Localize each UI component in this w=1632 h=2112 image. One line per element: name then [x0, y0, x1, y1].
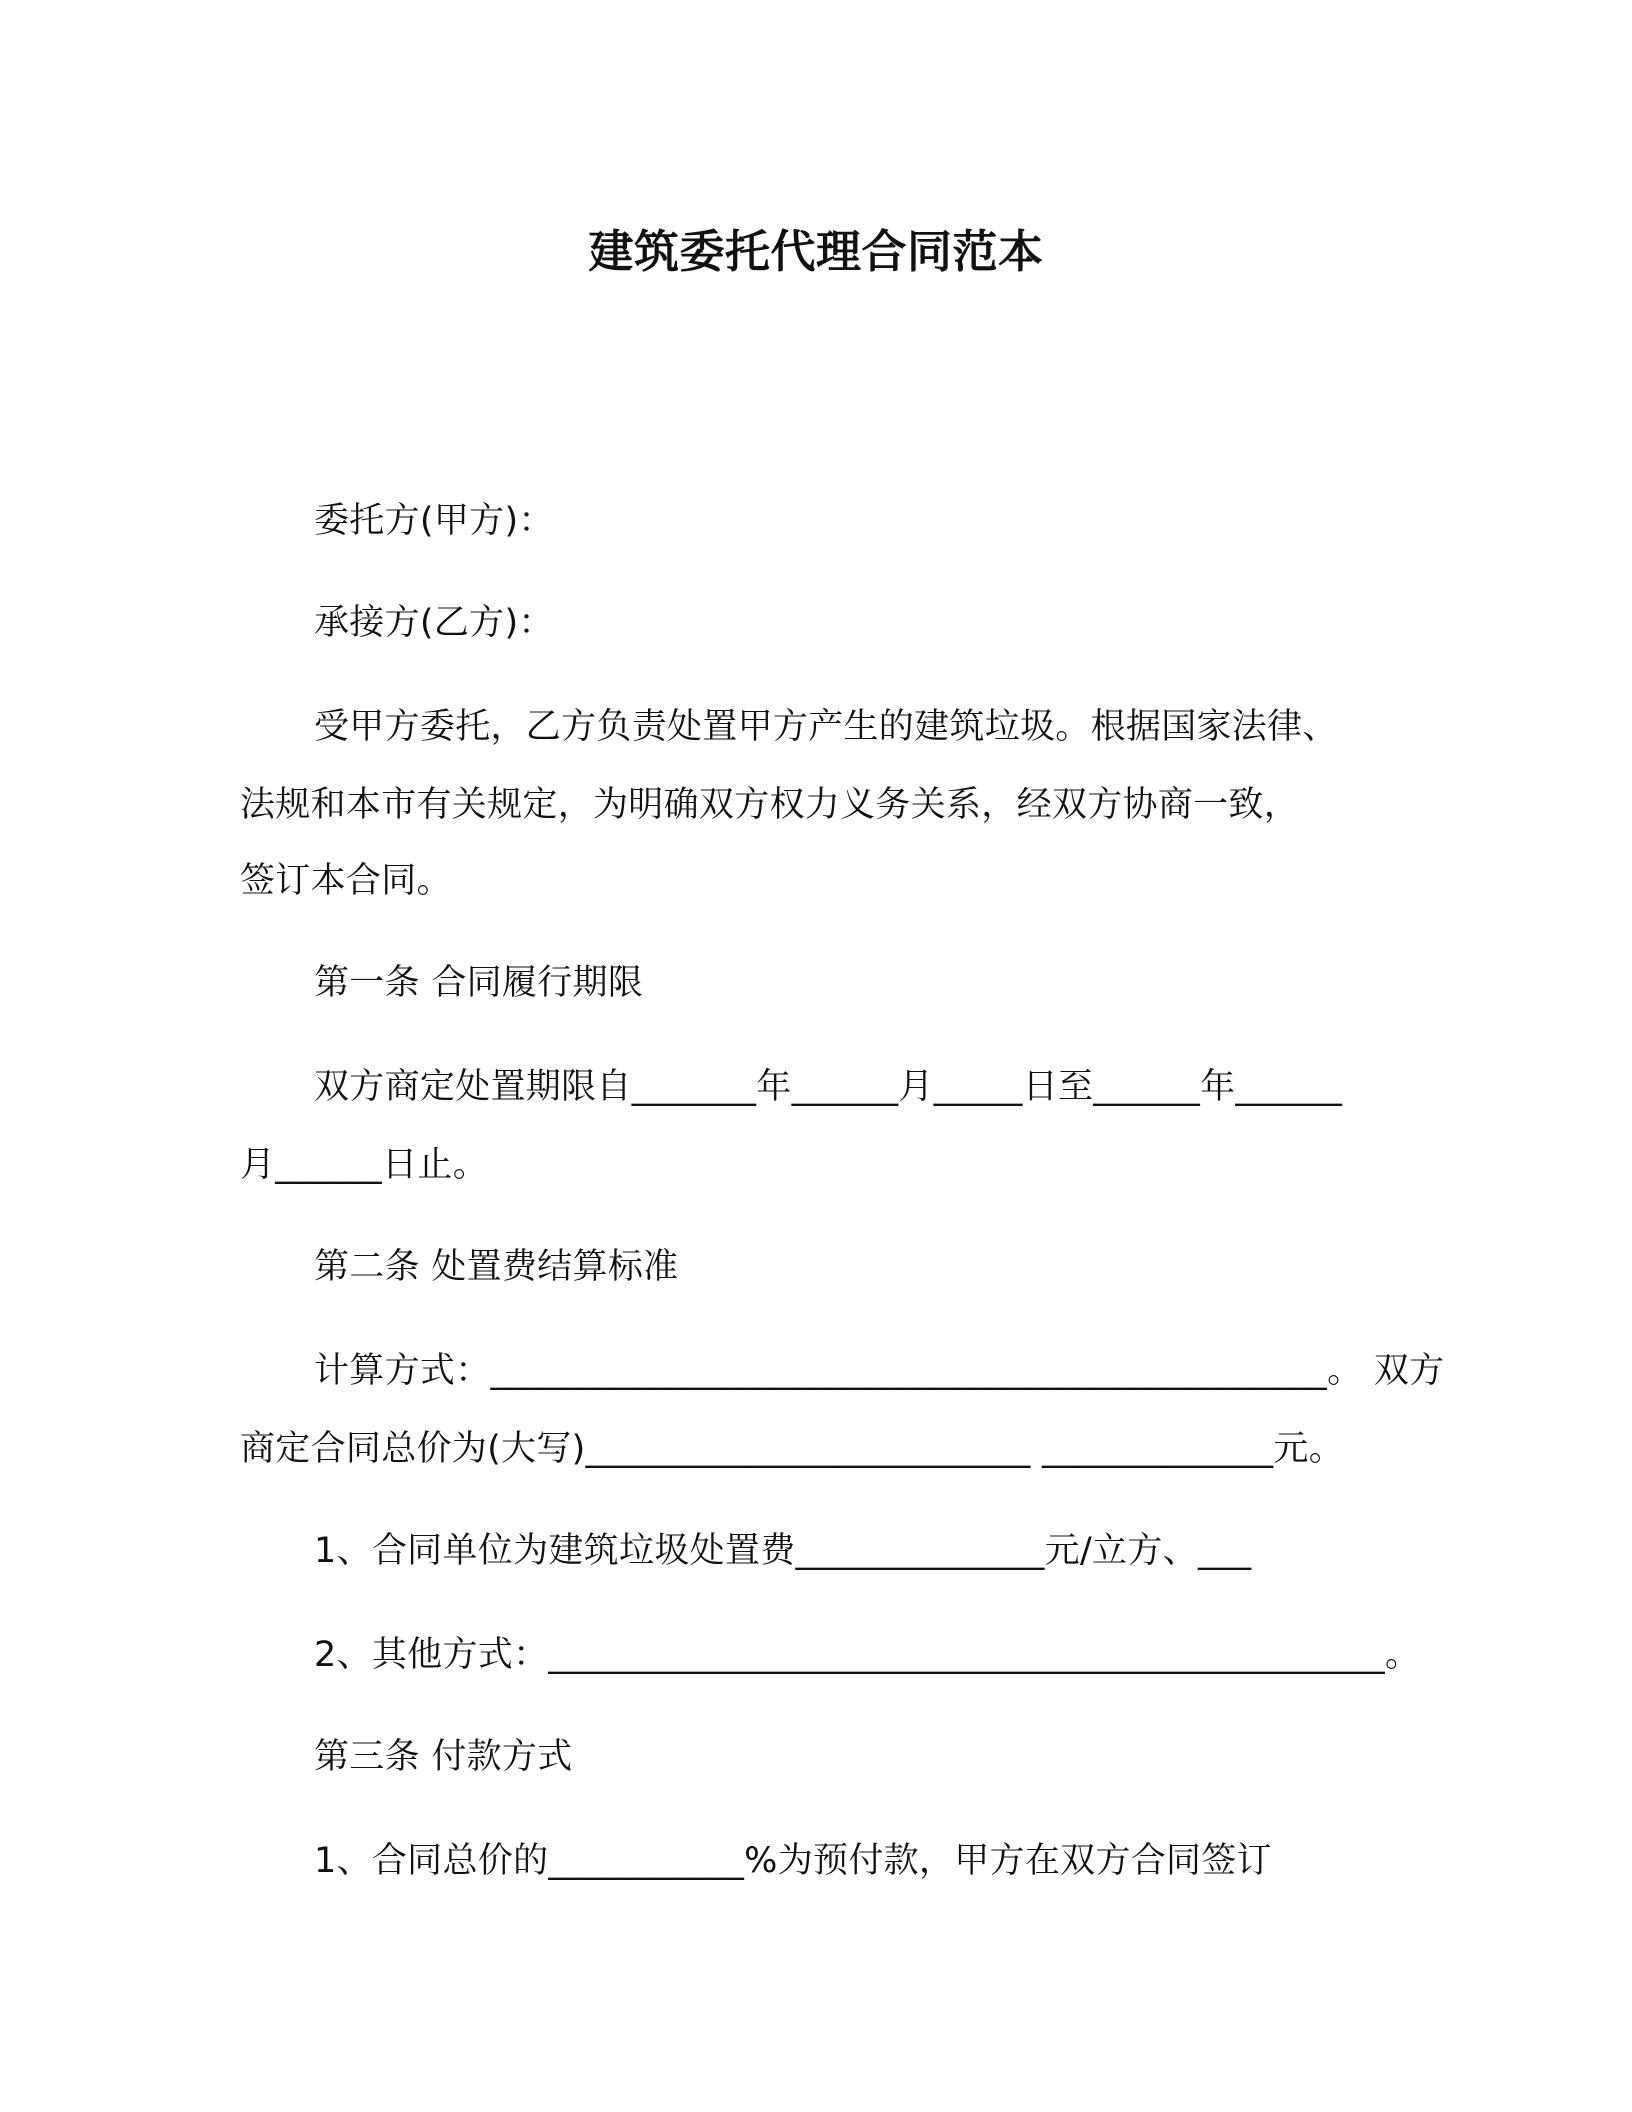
- total-price-line: 商定合同总价为(大写)_________________________ _____________元。: [240, 1429, 1345, 1469]
- article-1-term-line-1: 双方商定处置期限自_______年______月_____日至______年______: [314, 1067, 1343, 1107]
- article-1-heading: 第一条 合同履行期限: [314, 963, 644, 1003]
- unit-price-line: 1、合同单位为建筑垃圾处置费______________元/立方、___: [314, 1531, 1252, 1571]
- article-1-term-line-2: 月______日止。: [240, 1145, 489, 1185]
- party-a-line: 委托方(甲方)：: [314, 501, 554, 541]
- article-3-heading: 第三条 付款方式: [314, 1737, 573, 1777]
- party-b-line: 承接方(乙方)：: [314, 603, 554, 643]
- payment-line-1: 1、合同总价的___________%为预付款，甲方在双方合同签订: [314, 1841, 1272, 1881]
- preamble-line-1: 受甲方委托，乙方负责处置甲方产生的建筑垃圾。根据国家法律、: [314, 707, 1338, 747]
- document-title: 建筑委托代理合同范本: [588, 225, 1044, 278]
- article-2-heading: 第二条 处置费结算标准: [314, 1247, 679, 1287]
- preamble-line-2: 法规和本市有关规定，为明确双方权力义务关系，经双方协商一致，: [240, 785, 1300, 825]
- other-method-line: 2、其他方式：_______________________________________________。: [314, 1635, 1421, 1675]
- calculation-method-line: 计算方式：_______________________________________________。 双方: [314, 1351, 1445, 1391]
- preamble-line-3: 签订本合同。: [240, 861, 452, 901]
